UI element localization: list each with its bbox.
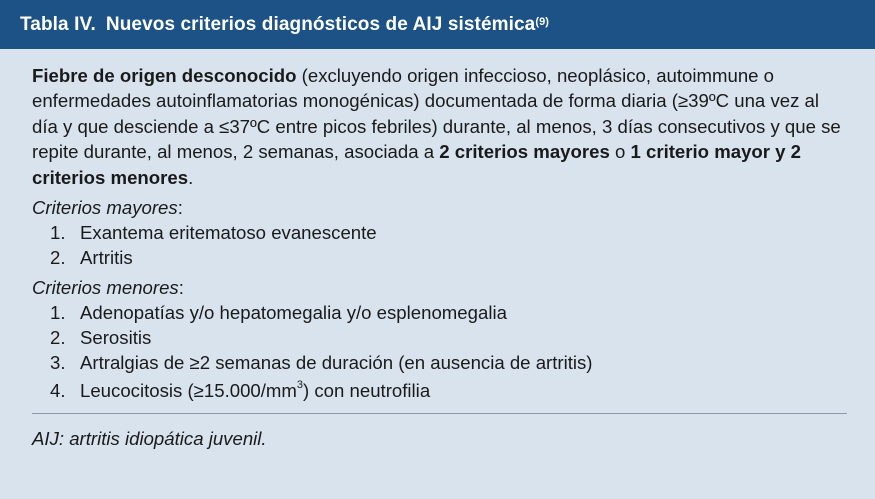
lead-text-2: o [609,141,631,163]
item-number: 1. [50,302,66,324]
table-title: Nuevos criterios diagnósticos de AIJ sistémica [105,13,536,35]
item-number: 2. [50,327,66,349]
minor-criteria-colon: : [178,277,184,299]
lead-text-1: (excluyendo origen infeccioso, neoplásico, autoimmune o enfermedades autoinflamatorias monogénicas) documentada de forma diaria (≥39ºC una vez al día y que desciende a ≤37ºC entre picos febriles) durante, al menos, 3 días consecutivos y que se repite durante, al menos, 2 semanas, asociada a [32,65,841,163]
footnote: AIJ: artritis idiopática juvenil. [32,428,267,450]
minor-criteria-list [32,300,847,403]
lead-paragraph [32,63,847,190]
item-text: Serositis [80,327,152,349]
major-criteria-title-text: Criterios mayores [32,197,178,219]
list-item [32,300,847,325]
major-criteria-colon: : [177,197,183,219]
list-item [32,220,847,245]
item-text: Artralgias de ≥2 semanas de duración (en ausencia de artritis) [80,352,593,374]
item-number: 3. [50,352,66,374]
item-text-after: ) con neutrofilia [303,380,431,402]
item-number: 1. [50,222,66,244]
table-body [0,49,875,450]
item-number: 2. [50,247,66,269]
minor-criteria-title-text: Criterios menores [32,277,179,299]
list-item [32,325,847,350]
lead-bold-major: 2 criterios mayores [439,141,610,163]
item-superscript: 3 [296,379,304,392]
minor-criteria-title [32,275,847,300]
lead-text-3: . [188,166,194,188]
table-label: Tabla IV. [20,13,96,35]
item-text: Adenopatías y/o hepatomegalia y/o esplenomegalia [80,302,507,324]
major-criteria-list [32,220,847,270]
list-item [32,375,847,403]
item-text: Exantema eritematoso evanescente [80,222,377,244]
table-header [0,0,875,49]
reference-superscript: (9) [535,15,550,28]
list-item [32,245,847,270]
lead-bold-fever: Fiebre de origen desconocido [32,65,297,86]
major-criteria-title [32,195,847,220]
item-number: 4. [50,380,66,402]
divider [32,413,847,414]
list-item [32,350,847,375]
item-text: Artritis [80,247,133,269]
lead-bold-minor: 1 criterio mayor y 2 criterios menores [32,141,802,188]
item-text-before: Leucocitosis (≥15.000/mm [80,380,297,402]
